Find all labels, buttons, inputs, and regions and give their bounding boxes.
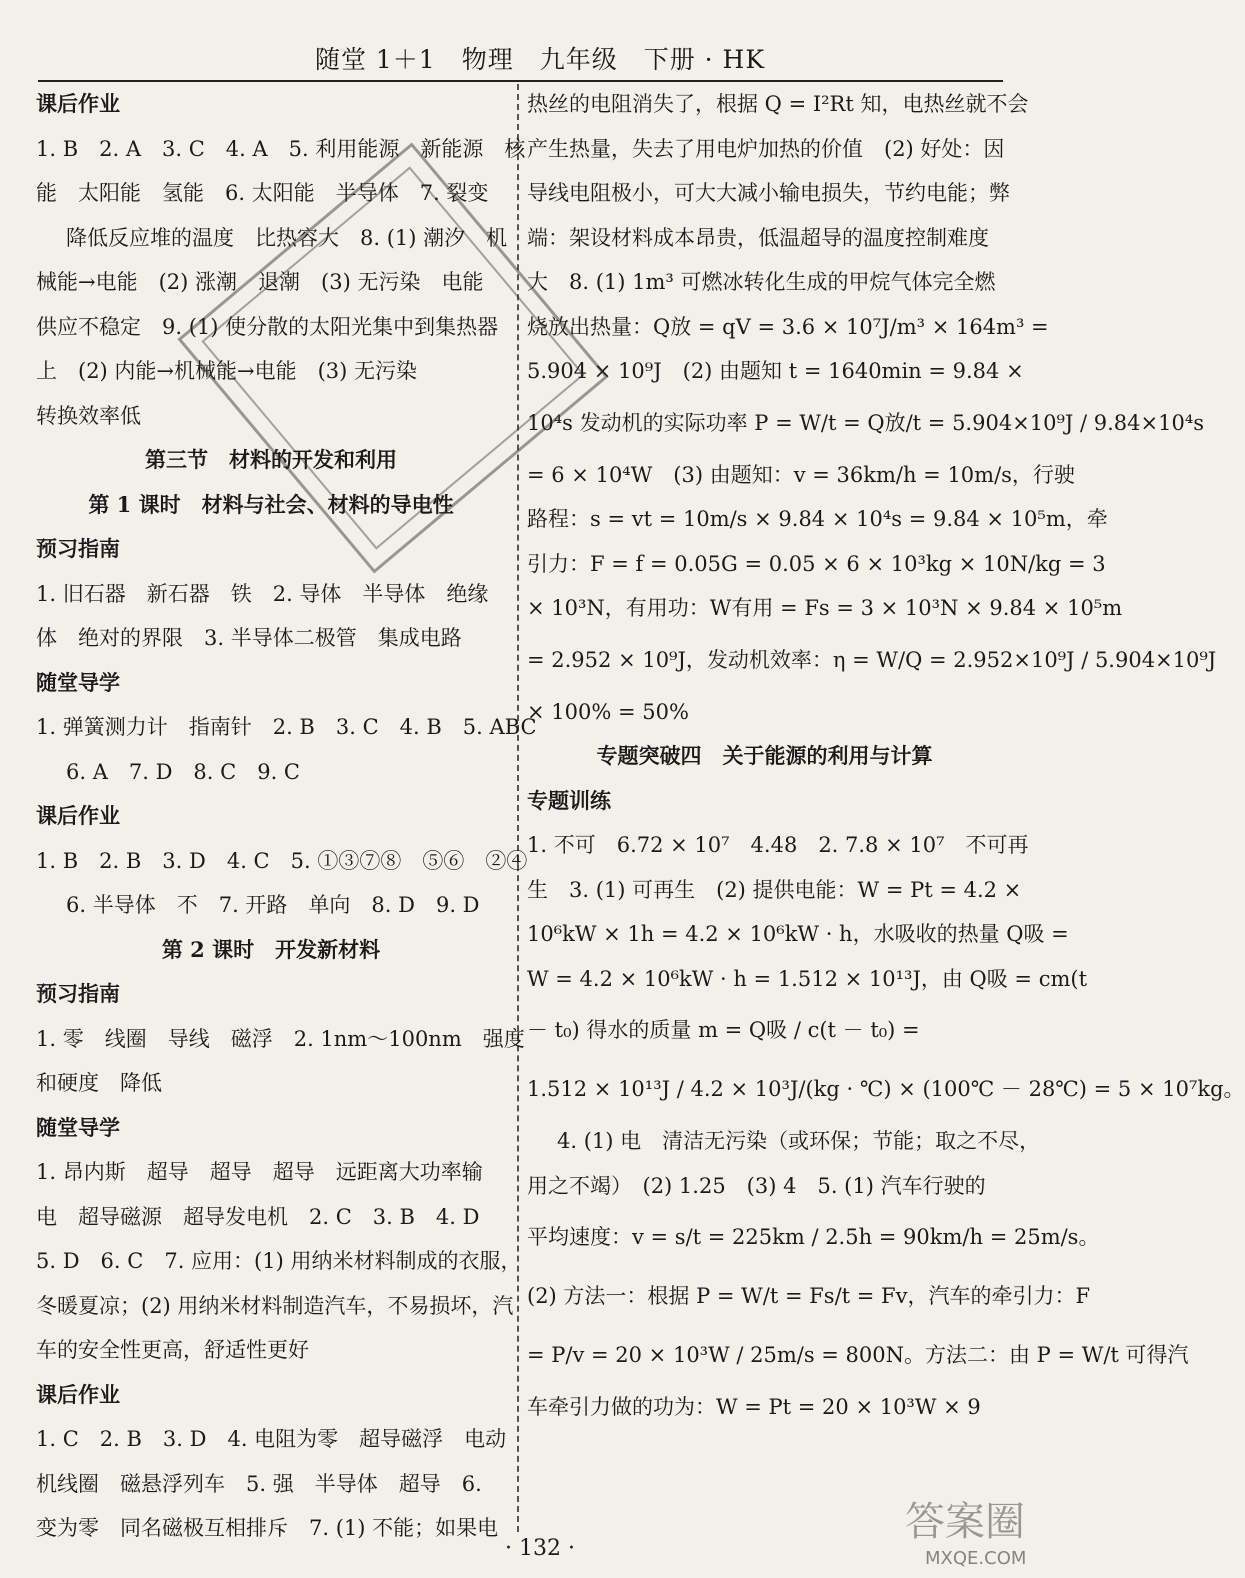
answer-line: 5. D 6. C 7. 应用：(1) 用纳米材料制成的衣服， bbox=[36, 1249, 522, 1273]
answer-line: 车牵引力做的功为：W = Pt = 20 × 10³W × 9 bbox=[527, 1395, 981, 1419]
answer-line: 热丝的电阻消失了，根据 Q = I²Rt 知，电热丝就不会 bbox=[527, 92, 1029, 116]
answer-line: 产生热量，失去了用电炉加热的价值 (2) 好处：因 bbox=[527, 136, 1005, 161]
answer-line: 1. 弹簧测力计 指南针 2. B 3. C 4. B 5. ABC bbox=[36, 715, 537, 739]
answer-line: 和硬度 降低 bbox=[36, 1071, 162, 1095]
section-heading: 课后作业 bbox=[36, 1381, 120, 1407]
answer-line: 5.904 × 10⁹J (2) 由题知 t = 1640min = 9.84 × bbox=[527, 359, 1024, 383]
right-column bbox=[527, 82, 1245, 1430]
answer-line: = P/v = 20 × 10³W / 25m/s = 800N。方法二：由 P = W/t 可得汽 bbox=[527, 1343, 1189, 1367]
answer-line: 端：架设材料成本昂贵，低温超导的温度控制难度 bbox=[527, 225, 989, 250]
section-heading: 随堂导学 bbox=[36, 1114, 120, 1140]
answer-line: 生 3. (1) 可再生 (2) 提供电能：W = Pt = 4.2 × bbox=[527, 877, 1022, 902]
answer-line: × 10³N，有用功：W有用 = Fs = 3 × 10³N × 9.84 × 10⁵m bbox=[527, 596, 1123, 620]
answer-line: 平均速度：v = s/t = 225km / 2.5h = 90km/h = 25m/s。 bbox=[527, 1225, 1100, 1249]
answer-line: 用之不竭） (2) 1.25 (3) 4 5. (1) 汽车行驶的 bbox=[527, 1173, 986, 1198]
answer-line: (2) 方法一：根据 P = W/t = Fs/t = Fv，汽车的牵引力：F bbox=[527, 1284, 1091, 1308]
answer-line: 电 超导磁源 超导发电机 2. C 3. B 4. D bbox=[36, 1204, 480, 1229]
answer-line: 供应不稳定 9. (1) 使分散的太阳光集中到集热器 bbox=[36, 314, 499, 339]
section-heading: 预习指南 bbox=[36, 981, 120, 1006]
answer-line: 4. (1) 电 清洁无污染（或环保；节能；取之不尽， bbox=[557, 1129, 1041, 1153]
answer-line: 1. 零 线圈 导线 磁浮 2. 1nm～100nm 强度 bbox=[36, 1026, 525, 1051]
section-heading: 课后作业 bbox=[36, 91, 120, 116]
answer-line: 1. 旧石器 新石器 铁 2. 导体 半导体 绝缘 bbox=[36, 581, 489, 606]
section-heading: 随堂导学 bbox=[36, 669, 120, 695]
answer-line: 1. 昂内斯 超导 超导 超导 远距离大功率输 bbox=[36, 1160, 483, 1184]
page-number: · 132 · bbox=[505, 1536, 575, 1561]
answer-line: 1. 不可 6.72 × 10⁷ 4.48 2. 7.8 × 10⁷ 不可再 bbox=[527, 833, 1029, 857]
answer-line: 机线圈 磁悬浮列车 5. 强 半导体 超导 6. bbox=[36, 1471, 482, 1496]
answer-line: 转换效率低 bbox=[36, 403, 141, 428]
watermark-url: MXQE.COM bbox=[925, 1548, 1027, 1569]
section-heading: 课后作业 bbox=[36, 803, 120, 828]
answer-line: 10⁶kW × 1h = 4.2 × 10⁶kW · h，水吸收的热量 Q吸 = bbox=[527, 922, 1069, 946]
lesson-title: 第 1 课时 材料与社会、材料的导电性 bbox=[88, 491, 454, 517]
answer-line: 引力：F = f = 0.05G = 0.05 × 6 × 10³kg × 10N/kg = 3 bbox=[527, 551, 1106, 576]
answer-line: × 100% = 50% bbox=[527, 699, 689, 724]
answer-line: 导线电阻极小，可大大减小输电损失，节约电能；弊 bbox=[527, 181, 1010, 205]
lesson-title: 第三节 材料的开发和利用 bbox=[145, 447, 397, 472]
answer-line: = 2.952 × 10⁹J，发动机效率：η = W/Q = 2.952×10⁹J / 5.904×10⁹J bbox=[527, 647, 1217, 672]
answer-line: 变为零 同名磁极互相排斥 7. (1) 不能；如果电 bbox=[36, 1516, 499, 1540]
lesson-title: 第 2 课时 开发新材料 bbox=[161, 936, 381, 962]
answer-line: 1. C 2. B 3. D 4. 电阻为零 超导磁浮 电动 bbox=[36, 1427, 507, 1451]
answer-line: W = 4.2 × 10⁶kW · h = 1.512 × 10¹³J，由 Q吸 = cm(t bbox=[527, 966, 1088, 991]
answer-line: 1.512 × 10¹³J / 4.2 × 10³J/(kg · ℃) × (100℃ － 28℃) = 5 × 10⁷kg。 bbox=[527, 1077, 1245, 1101]
answer-line: － t₀) 得水的质量 m = Q吸 / c(t － t₀) = bbox=[527, 1018, 920, 1042]
answer-line: 冬暖夏凉；(2) 用纳米材料制造汽车，不易损坏，汽 bbox=[36, 1293, 514, 1318]
answer-line: 降低反应堆的温度 比热容大 8. (1) 潮汐 机 bbox=[66, 225, 508, 250]
answer-line: 械能→电能 (2) 涨潮 退潮 (3) 无污染 电能 bbox=[36, 270, 484, 294]
answer-line: 10⁴s 发动机的实际功率 P = W/t = Q放/t = 5.904×10⁹J / 9.84×10⁴s bbox=[527, 410, 1205, 435]
answer-line: 6. 半导体 不 7. 开路 单向 8. D 9. D bbox=[66, 893, 480, 917]
answer-line: 大 8. (1) 1m³ 可燃冰转化生成的甲烷气体完全燃 bbox=[527, 270, 996, 294]
lesson-title: 专题突破四 关于能源的利用与计算 bbox=[596, 743, 933, 768]
watermark-logo: 答案圈 bbox=[905, 1499, 1025, 1545]
answer-line: 1. B 2. B 3. D 4. C 5. ①③⑦⑧ ⑤⑥ ②④ bbox=[36, 848, 528, 873]
answer-line: = 6 × 10⁴W (3) 由题知：v = 36km/h = 10m/s，行驶 bbox=[527, 462, 1075, 487]
answer-line: 路程：s = vt = 10m/s × 9.84 × 10⁴s = 9.84 × 10⁵m，牵 bbox=[527, 507, 1108, 531]
answer-line: 能 太阳能 氢能 6. 太阳能 半导体 7. 裂变 bbox=[36, 181, 489, 205]
answer-line: 上 (2) 内能→机械能→电能 (3) 无污染 bbox=[36, 359, 418, 383]
running-header: 随堂 1＋1 物理 九年级 下册 · HK bbox=[314, 45, 766, 74]
answer-line: 1. B 2. A 3. C 4. A 5. 利用能源 新能源 核 bbox=[36, 136, 526, 161]
section-heading: 专题训练 bbox=[527, 787, 611, 813]
answer-line: 体 绝对的界限 3. 半导体二极管 集成电路 bbox=[36, 626, 462, 650]
section-heading: 预习指南 bbox=[36, 536, 120, 561]
answer-line: 烧放出热量：Q放 = qV = 3.6 × 10⁷J/m³ × 164m³ = bbox=[527, 314, 1049, 339]
answer-line: 车的安全性更高，舒适性更好 bbox=[36, 1338, 309, 1362]
answer-line: 6. A 7. D 8. C 9. C bbox=[66, 759, 300, 784]
